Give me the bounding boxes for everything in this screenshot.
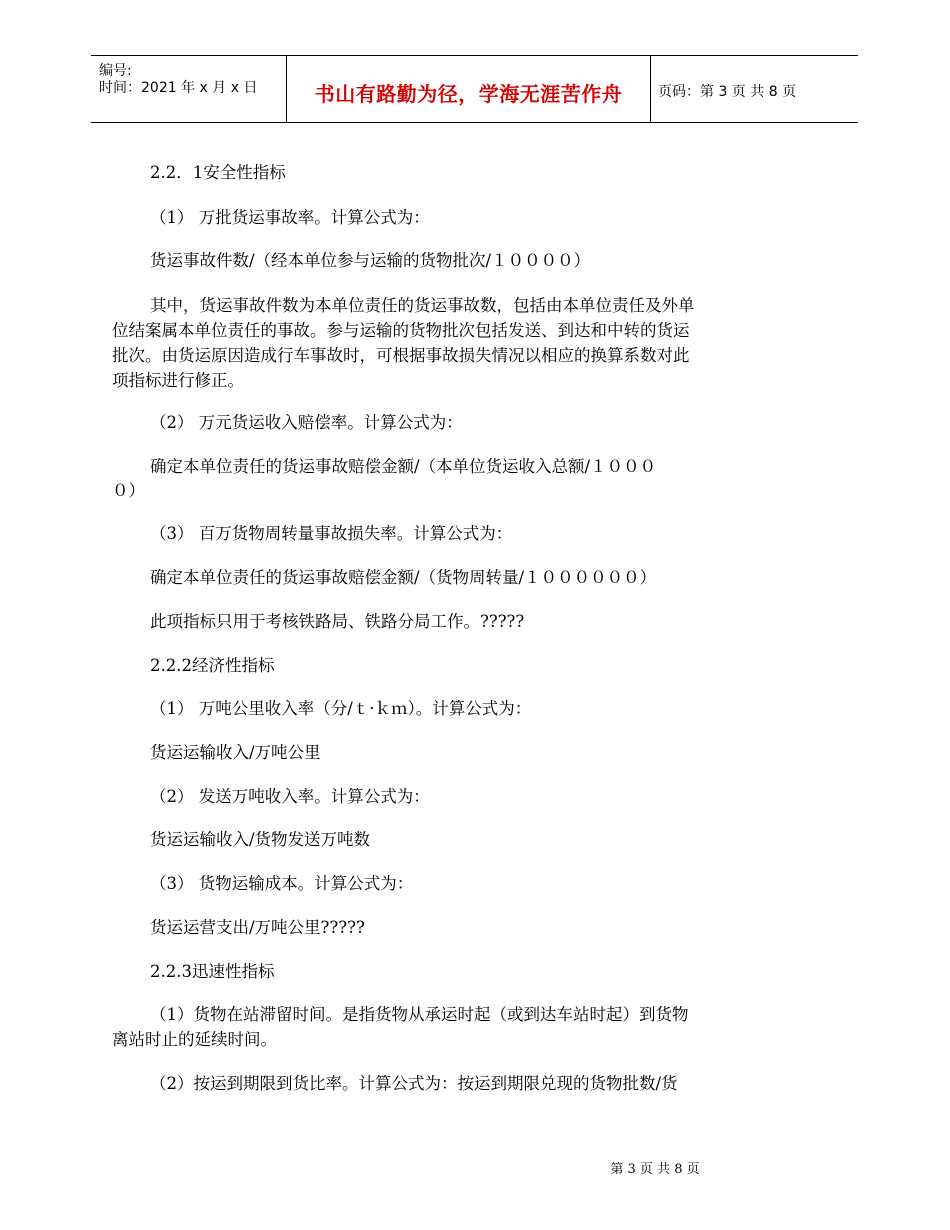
paragraph-line: 离站时止的延续时间。 (112, 1030, 277, 1049)
note-line: 此项指标只用于考核铁路局、铁路分局工作。????? (150, 612, 525, 631)
document-number-label: 编号: (99, 63, 132, 79)
list-item: （2） 万元货运收入赔偿率。计算公式为： (150, 413, 463, 432)
paragraph-line: 批次。由货运原因造成行车事故时，可根据事故损失情况以相应的换算系数对此 (112, 346, 690, 365)
page-header (91, 55, 858, 123)
header-meta (91, 56, 286, 122)
paragraph-line: （1）货物在站滞留时间。是指货物从承运时起（或到达车站时起）到货物 (150, 1005, 689, 1024)
list-item: （1） 万批货运事故率。计算公式为： (150, 208, 430, 227)
section-heading: 2.2.2经济性指标 (150, 656, 275, 675)
list-item: （2） 发送万吨收入率。计算公式为： (150, 787, 430, 806)
footer-page-number: 第 3 页 共 8 页 (610, 1162, 700, 1177)
document-time-label: 时间：2021 年 x 月 x 日 (99, 80, 258, 96)
formula: ０） (112, 481, 145, 500)
paragraph-line: （2）按运到期限到货比率。计算公式为：按运到期限兑现的货物批数/货 (150, 1074, 678, 1093)
list-item: （3） 百万货物周转量事故损失率。计算公式为： (150, 524, 513, 543)
formula: 确定本单位责任的货运事故赔偿金额/（货物周转量/１００００００） (150, 568, 657, 587)
paragraph-line: 位结案属本单位责任的事故。参与运输的货物批次包括发送、到达和中转的货运 (112, 321, 690, 340)
section-heading: 2.2．1安全性指标 (150, 163, 286, 182)
list-item: （1） 万吨公里收入率（分/ｔ·ｋｍ）。计算公式为： (150, 699, 532, 718)
formula: 货运运输收入/万吨公里 (150, 743, 321, 762)
formula: 确定本单位责任的货运事故赔偿金额/（本单位货运收入总额/１０００ (150, 457, 657, 476)
paragraph-line: 其中，货运事故件数为本单位责任的货运事故数，包括由本单位责任及外单 (150, 296, 695, 315)
list-item: （3） 货物运输成本。计算公式为： (150, 874, 414, 893)
header-motto: 书山有路勤为径，学海无涯苦作舟 (314, 82, 623, 106)
section-heading: 2.2.3迅速性指标 (150, 962, 275, 981)
header-motto-cell (286, 56, 651, 122)
page-footer (0, 1158, 950, 1177)
formula: 货运运营支出/万吨公里????? (150, 918, 365, 937)
paragraph-line: 项指标进行修正。 (112, 371, 244, 390)
header-page-info: 页码：第 3 页 共 8 页 (658, 84, 797, 100)
formula: 货运运输收入/货物发送万吨数 (150, 830, 371, 849)
formula: 货运事故件数/（经本单位参与运输的货物批次/１００００） (150, 251, 591, 270)
